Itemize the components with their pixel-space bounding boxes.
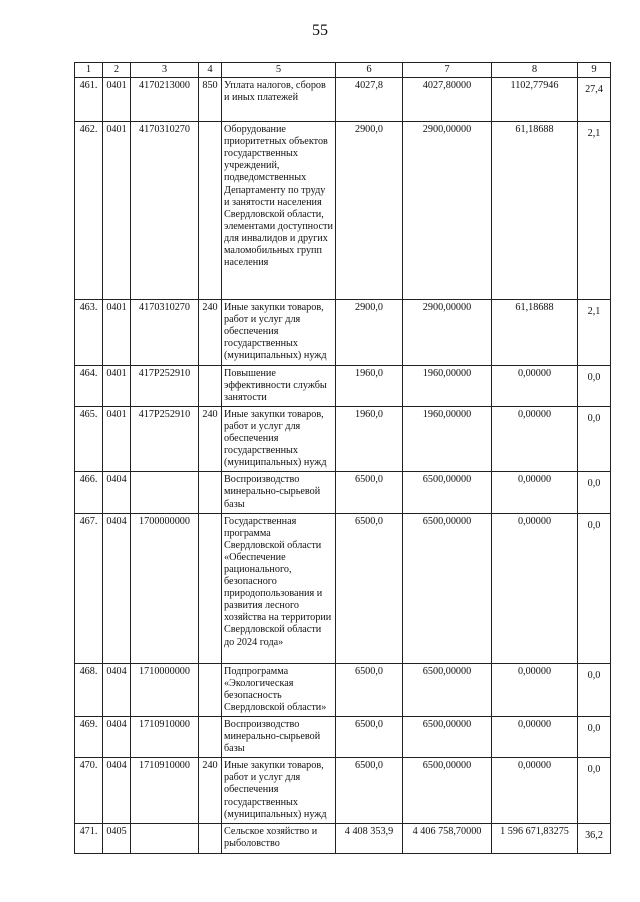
plan-value: 2900,0 [336,122,403,300]
percent-value: 2,1 [578,300,611,365]
table-row [75,78,611,122]
row-number: 469. [75,716,103,757]
expense-type [199,472,222,513]
header-cell: 1 [75,63,103,78]
target-code: 417P252910 [131,365,199,406]
percent-value: 2,1 [578,122,611,300]
approved-value: 6500,00000 [403,758,492,823]
plan-value: 1960,0 [336,406,403,471]
row-number: 465. [75,406,103,471]
target-code: 1710910000 [131,716,199,757]
row-number: 463. [75,300,103,365]
target-code: 1710910000 [131,758,199,823]
item-name: Повышение эффективности службы занятости [222,365,336,406]
approved-value: 6500,00000 [403,663,492,716]
plan-value: 4027,8 [336,78,403,122]
item-name: Иные закупки товаров, работ и услуг для обеспечения государственных (муниципальных) нужд [222,406,336,471]
executed-value: 0,00000 [492,663,578,716]
item-name: Государственная программа Свердловской области «Обеспечение рационального, безопасного природопользования и развития лесного хозяйства на территории Свердловской области до 2024 года» [222,513,336,663]
expense-type: 240 [199,300,222,365]
header-cell: 3 [131,63,199,78]
expense-type: 240 [199,758,222,823]
target-code: 417P252910 [131,406,199,471]
plan-value: 6500,0 [336,663,403,716]
plan-value: 6500,0 [336,716,403,757]
approved-value: 1960,00000 [403,365,492,406]
table-row [75,758,611,823]
table-row [75,472,611,513]
percent-value: 0,0 [578,513,611,663]
plan-value: 4 408 353,9 [336,823,403,853]
approved-value: 1960,00000 [403,406,492,471]
section-code: 0401 [103,300,131,365]
executed-value: 0,00000 [492,406,578,471]
expense-type [199,716,222,757]
executed-value: 1 596 671,83275 [492,823,578,853]
plan-value: 6500,0 [336,513,403,663]
target-code [131,823,199,853]
percent-value: 0,0 [578,663,611,716]
item-name: Воспроизводство минерально-сырьевой базы [222,716,336,757]
executed-value: 0,00000 [492,513,578,663]
header-row [75,63,611,78]
item-name: Воспроизводство минерально-сырьевой базы [222,472,336,513]
item-name: Иные закупки товаров, работ и услуг для обеспечения государственных (муниципальных) нужд [222,300,336,365]
percent-value: 27,4 [578,78,611,122]
executed-value: 1102,77946 [492,78,578,122]
executed-value: 0,00000 [492,758,578,823]
expense-type [199,513,222,663]
row-number: 467. [75,513,103,663]
expense-type [199,365,222,406]
table-row [75,716,611,757]
expense-type: 240 [199,406,222,471]
page-number: 55 [312,22,328,39]
target-code: 4170310270 [131,122,199,300]
section-code: 0404 [103,513,131,663]
header-cell: 5 [222,63,336,78]
section-code: 0401 [103,365,131,406]
section-code: 0405 [103,823,131,853]
section-code: 0404 [103,716,131,757]
table-row [75,823,611,853]
percent-value: 0,0 [578,365,611,406]
approved-value: 6500,00000 [403,716,492,757]
row-number: 466. [75,472,103,513]
approved-value: 4 406 758,70000 [403,823,492,853]
table-row [75,300,611,365]
item-name: Сельское хозяйство и рыболовство [222,823,336,853]
row-number: 462. [75,122,103,300]
plan-value: 1960,0 [336,365,403,406]
table-row [75,513,611,663]
target-code [131,472,199,513]
section-code: 0404 [103,758,131,823]
executed-value: 0,00000 [492,472,578,513]
expense-type [199,122,222,300]
budget-table [74,62,611,854]
approved-value: 4027,80000 [403,78,492,122]
section-code: 0404 [103,663,131,716]
target-code: 1710000000 [131,663,199,716]
section-code: 0401 [103,78,131,122]
header-cell: 4 [199,63,222,78]
item-name: Уплата налогов, сборов и иных платежей [222,78,336,122]
expense-type [199,823,222,853]
table-row [75,406,611,471]
approved-value: 2900,00000 [403,122,492,300]
item-name: Подпрограмма «Экологическая безопасность Свердловской области» [222,663,336,716]
header-cell: 9 [578,63,611,78]
item-name: Иные закупки товаров, работ и услуг для обеспечения государственных (муниципальных) нужд [222,758,336,823]
percent-value: 0,0 [578,716,611,757]
target-code: 1700000000 [131,513,199,663]
target-code: 4170213000 [131,78,199,122]
expense-type: 850 [199,78,222,122]
section-code: 0404 [103,472,131,513]
header-cell: 8 [492,63,578,78]
executed-value: 61,18688 [492,300,578,365]
table-row [75,663,611,716]
header-cell: 7 [403,63,492,78]
executed-value: 0,00000 [492,716,578,757]
section-code: 0401 [103,406,131,471]
table-row [75,365,611,406]
percent-value: 0,0 [578,758,611,823]
section-code: 0401 [103,122,131,300]
row-number: 464. [75,365,103,406]
plan-value: 6500,0 [336,472,403,513]
percent-value: 0,0 [578,406,611,471]
header-cell: 2 [103,63,131,78]
row-number: 468. [75,663,103,716]
header-cell: 6 [336,63,403,78]
executed-value: 0,00000 [492,365,578,406]
percent-value: 0,0 [578,472,611,513]
approved-value: 6500,00000 [403,513,492,663]
approved-value: 2900,00000 [403,300,492,365]
plan-value: 2900,0 [336,300,403,365]
row-number: 461. [75,78,103,122]
table-row [75,122,611,300]
item-name: Оборудование приоритетных объектов государственных учреждений, подведомственных Департаменту по труду и занятости населения Свердловской области, элементами доступности для инвалидов и других маломобильных групп населения [222,122,336,300]
plan-value: 6500,0 [336,758,403,823]
executed-value: 61,18688 [492,122,578,300]
percent-value: 36,2 [578,823,611,853]
approved-value: 6500,00000 [403,472,492,513]
target-code: 4170310270 [131,300,199,365]
row-number: 470. [75,758,103,823]
row-number: 471. [75,823,103,853]
expense-type [199,663,222,716]
